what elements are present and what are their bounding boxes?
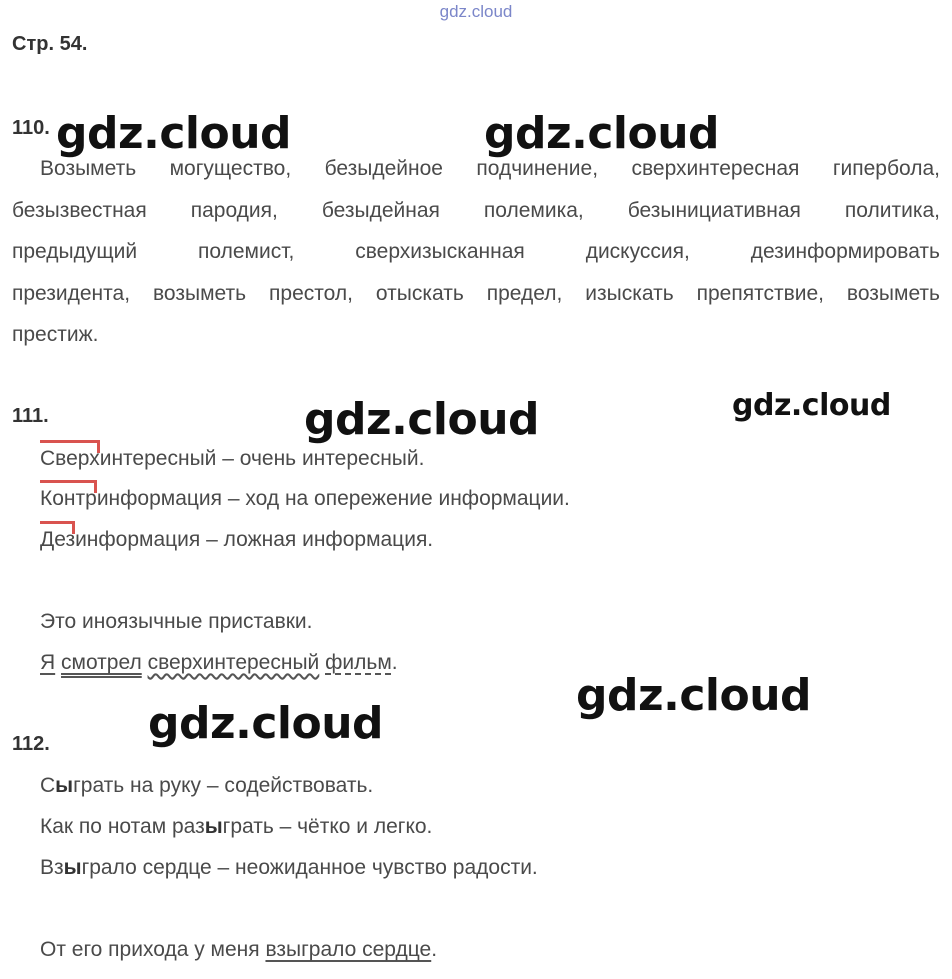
task-110-line-5: престиж. xyxy=(12,323,99,346)
subject: Я xyxy=(40,651,56,674)
prefix-mark: Дез xyxy=(40,528,76,551)
watermark: gdz.cloud xyxy=(148,698,384,749)
text: Как по нотам раз xyxy=(40,815,205,838)
task-110-line-3: предыдущий полемист, сверхизысканная дискуссия, дезинформировать xyxy=(12,240,940,263)
task-112-line-3 xyxy=(40,856,538,880)
task-110-line-4: президента, возыметь престол, отыскать предел, изыскать препятствие, возыметь xyxy=(12,282,940,305)
object: фильм xyxy=(325,651,392,674)
task-111-number: 111. xyxy=(12,405,49,427)
watermark: gdz.cloud xyxy=(484,108,720,159)
sentence-end: . xyxy=(431,938,438,961)
task-110-number: 110. xyxy=(12,117,50,139)
prefix-mark: Контр xyxy=(40,487,97,510)
sentence-end: . xyxy=(391,651,398,674)
attribute: сверхинтересный xyxy=(147,651,320,674)
text: Вз xyxy=(40,856,64,879)
bold-letter: ы xyxy=(55,774,74,797)
page-label: Стр. 54. xyxy=(12,33,88,55)
underlined-phrase: взыграло сердце xyxy=(265,938,432,961)
watermark: gdz.cloud xyxy=(56,108,292,159)
task-111-word-1 xyxy=(40,447,424,471)
text: грало сердце – неожиданное чувство радости. xyxy=(81,856,538,879)
prefix-mark: Сверх xyxy=(40,447,100,470)
task-110-line-1: Возыметь могущество, безыдейное подчинение, сверхинтересная гипербола, xyxy=(40,157,940,180)
task-112-number: 112. xyxy=(12,733,50,755)
word-rest: интересный – очень интересный. xyxy=(99,447,425,470)
bold-letter: ы xyxy=(204,815,223,838)
text: грать на руку – содействовать. xyxy=(73,774,374,797)
text: С xyxy=(40,774,56,797)
predicate: смотрел xyxy=(61,651,142,674)
task-112-line-1 xyxy=(40,774,373,798)
text: От его прихода у меня xyxy=(40,938,266,961)
bold-letter: ы xyxy=(63,856,82,879)
text: грать – чётко и легко. xyxy=(222,815,433,838)
word-rest: информация – ход на опережение информации. xyxy=(96,487,570,510)
task-111-conclusion: Это иноязычные приставки. xyxy=(40,610,313,633)
word-rest: информация – ложная информация. xyxy=(75,528,434,551)
task-110-line-2: безызвестная пародия, безыдейная полемика, безынициативная политика, xyxy=(12,199,940,222)
task-111-sentence xyxy=(40,651,398,675)
task-112-sentence xyxy=(40,938,437,962)
top-watermark: gdz.cloud xyxy=(439,2,513,21)
watermark: gdz.cloud xyxy=(576,670,812,721)
watermark: gdz.cloud xyxy=(304,394,540,445)
task-112-line-2 xyxy=(40,815,432,839)
task-111-word-2 xyxy=(40,487,570,511)
task-111-word-3 xyxy=(40,528,433,552)
watermark: gdz.cloud xyxy=(732,388,891,423)
